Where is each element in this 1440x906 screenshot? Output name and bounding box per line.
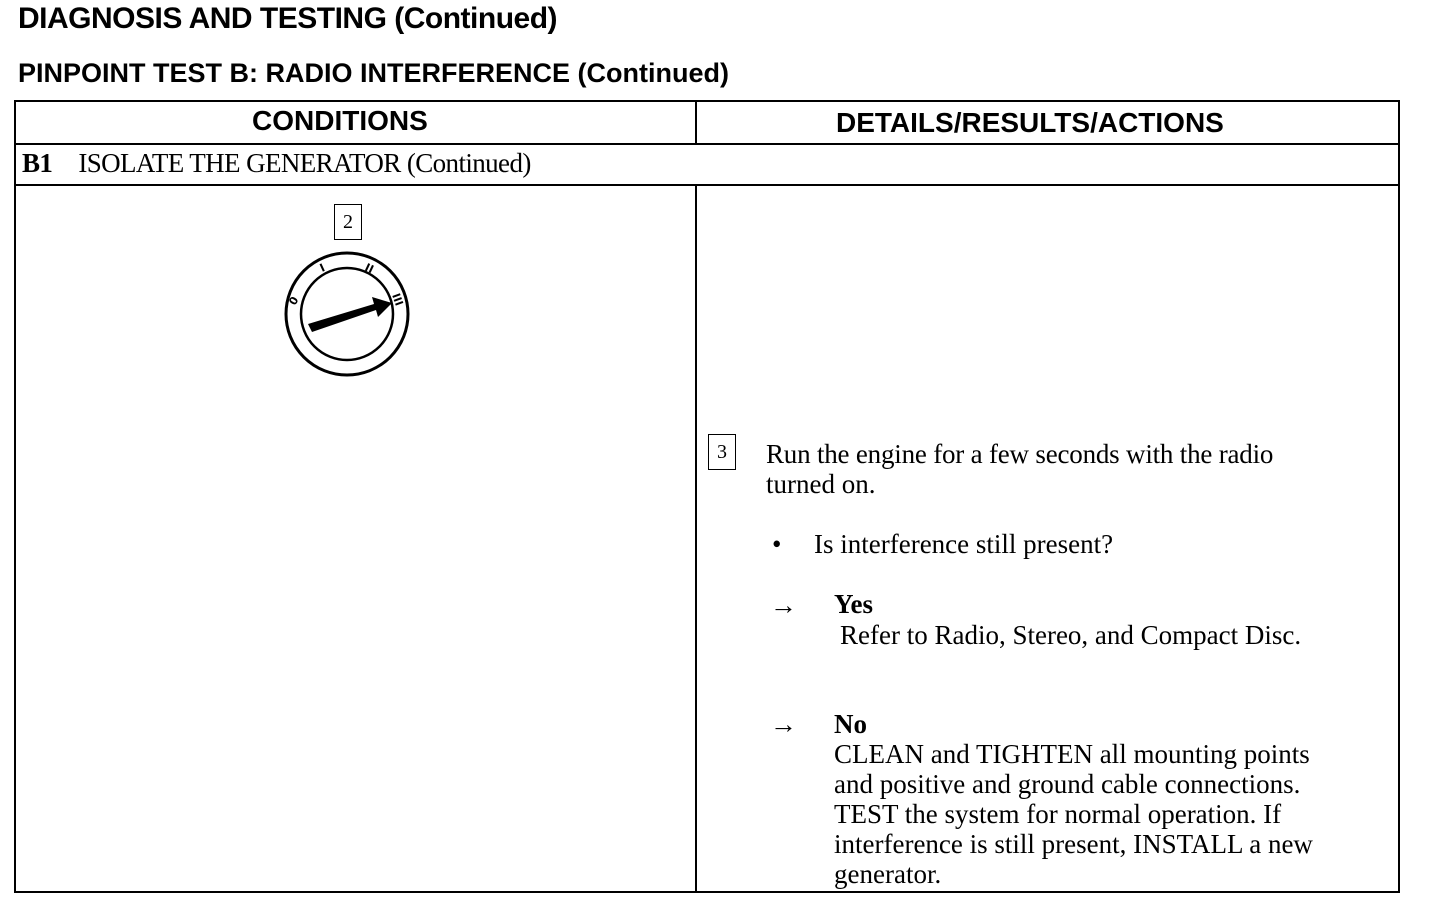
instruction-line-1: Run the engine for a few seconds with the radio — [766, 439, 1274, 469]
step-number-box-2: 2 — [334, 204, 362, 240]
column-header-details: DETAILS/RESULTS/ACTIONS — [836, 107, 1224, 138]
dial-label-i: I — [317, 261, 327, 275]
bullet-icon: • — [772, 529, 782, 559]
no-action-line-1: CLEAN and TIGHTEN all mounting points — [834, 739, 1310, 769]
step-row-title — [22, 148, 531, 179]
page-title: DIAGNOSIS AND TESTING (Continued) — [18, 2, 558, 35]
dial-pointer-icon — [308, 297, 392, 332]
no-action-line-5: generator. — [834, 859, 942, 889]
dial-label-ii: II — [362, 260, 376, 277]
header-column-divider — [695, 102, 697, 143]
pinpoint-test-table — [14, 100, 1400, 893]
dial-label-0: 0 — [286, 294, 302, 308]
step-code: B1 — [22, 148, 53, 178]
header-row-divider — [16, 143, 1398, 145]
no-arrow-icon: → — [770, 709, 797, 739]
ignition-switch-position-iii-icon — [282, 250, 412, 378]
no-label: No — [834, 709, 867, 739]
step-title: ISOLATE THE GENERATOR (Continued) — [78, 148, 531, 178]
dial-label-iii: III — [389, 291, 406, 308]
no-action-line-4: interference is still present, INSTALL a new — [834, 829, 1313, 859]
instruction-line-2: turned on. — [766, 469, 876, 499]
step-row-divider — [16, 184, 1398, 186]
page-subtitle: PINPOINT TEST B: RADIO INTERFERENCE (Continued) — [18, 58, 729, 88]
body-column-divider — [695, 184, 697, 891]
yes-action: Refer to Radio, Stereo, and Compact Disc. — [840, 620, 1302, 650]
no-action-line-2: and positive and ground cable connections. — [834, 769, 1301, 799]
yes-arrow-icon: → — [770, 590, 797, 620]
no-action-line-3: TEST the system for normal operation. If — [834, 799, 1282, 829]
question-text: Is interference still present? — [814, 529, 1114, 559]
column-header-conditions: CONDITIONS — [252, 105, 428, 136]
step-number-box-3: 3 — [708, 434, 736, 470]
yes-label: Yes — [834, 589, 873, 619]
